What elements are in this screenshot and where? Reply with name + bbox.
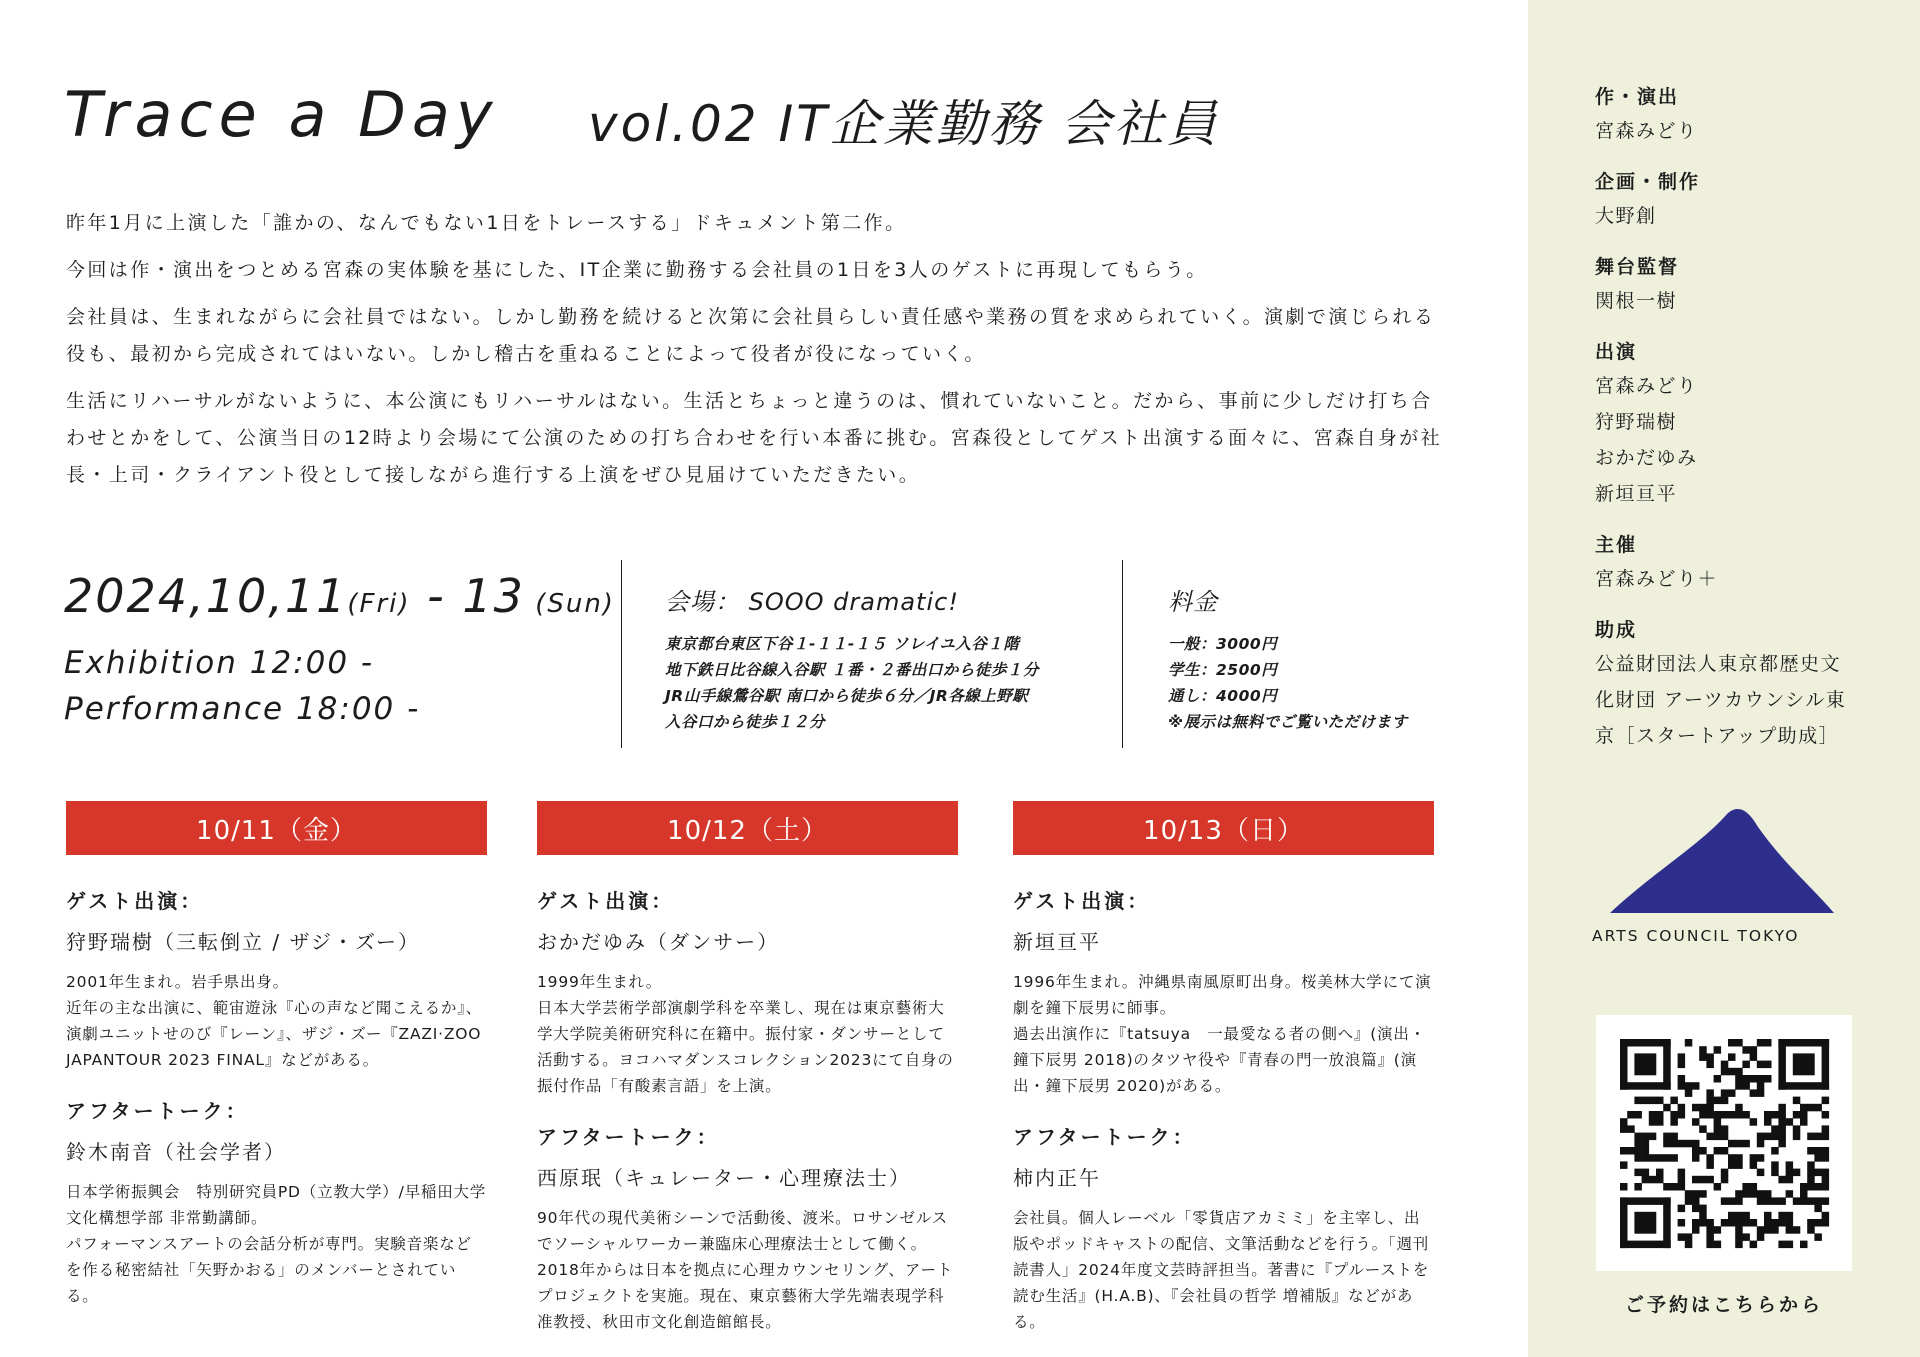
intro-paragraph: 会社員は、生まれながらに会社員ではない。しかし勤務を続けると次第に会社員らしい責任感や業務の質を求められていく。演劇で演じられる役も、最初から完成されてはいない。しかし稽古を重ねることによって役者が役になっていく。 <box>66 306 1436 365</box>
credit-value: 宮森みどり＋ <box>1595 568 1719 590</box>
credit-label: 舞台監督 <box>1595 256 1680 278</box>
credit-value: 狩野瑞樹 <box>1595 411 1678 433</box>
talk-label: アフタートーク： <box>537 1125 720 1149</box>
credit-label: 出演 <box>1595 341 1638 363</box>
day-header: 10/12（土） <box>537 801 958 855</box>
guest-name: おかだゆみ（ダンサー） <box>537 930 780 954</box>
performance-time: Performance 18:00 - <box>64 691 421 727</box>
fee-block <box>1168 582 1508 735</box>
credit-value: 大野創 <box>1595 205 1657 227</box>
divider <box>1122 560 1123 748</box>
intro-text <box>66 205 1446 504</box>
intro-paragraph: 生活にリハーサルがないように、本公演にもリハーサルはない。生活とちょっと違うのは、慣れていないこと。だから、事前に少しだけ打ち合わせとかをして、公演当日の12時より会場にて公演のための打ち合わせを行い本番に挑む。宮森役としてゲスト出演する面々に、宮森自身が社長・上司・クライアント役として接しながら進行する上演をぜひ見届けていただきたい。 <box>66 390 1443 486</box>
day-to: (Sun) <box>524 589 615 619</box>
guest-bio: 1999年生まれ。 日本大学芸術学部演劇学科を卒業し、現在は東京藝術大学大学院美術研究科に在籍中。振付家・ダンサーとして活動する。ヨコハマダンスコレクション2023にて自身の振付作品「有酸素言語」を上演。 <box>537 973 954 1095</box>
talk-bio: 日本学術振興会 特別研究員PD（立教大学）/早稲田大学文化構想学部 非常勤講師。 パフォーマンスアートの会話分析が専門。実験音楽などを作る秘密結社「矢野かおる」のメンバーとされている。 <box>66 1183 487 1305</box>
credit-value: 関根一樹 <box>1595 290 1678 312</box>
guest-label: ゲスト出演： <box>537 889 675 913</box>
day-from: (Fri) <box>347 589 411 619</box>
fee-line: 一般：3000円 <box>1168 635 1278 653</box>
venue-line: 東京都台東区下谷１-１１-１５ ソレイユ入谷１階 <box>665 635 1020 653</box>
day-header: 10/11（金） <box>66 801 487 855</box>
fee-note: ※展示は無料でご覧いただけます <box>1168 713 1408 731</box>
talk-bio: 90年代の現代美術シーンで活動後、渡米。ロサンゼルスでソーシャルワーカー兼臨床心理療法士として働く。2018年からは日本を拠点に心理カウンセリング、アートプロジェクトを実施。現在、東京藝術大学先端表現学科准教授、秋田市文化創造館館長。 <box>537 1209 954 1331</box>
venue-line: 地下鉄日比谷線入谷駅 １番・２番出口から徒歩１分 <box>665 661 1039 679</box>
credits-list <box>1595 82 1895 754</box>
credit-value: 宮森みどり <box>1595 375 1698 397</box>
credit-label: 企画・制作 <box>1595 171 1701 193</box>
day-column-1012 <box>537 801 958 1335</box>
venue-heading: 会場： SOOO dramatic! <box>665 588 959 616</box>
credit-value: 公益財団法人東京都歴史文化財団 アーツカウンシル東京［スタートアップ助成］ <box>1595 653 1847 747</box>
credit-label: 作・演出 <box>1595 86 1680 108</box>
arts-council-logo <box>1592 805 1872 945</box>
credit-value: 宮森みどり <box>1595 120 1698 142</box>
talk-bio: 会社員。個人レーベル「零貨店アカミミ」を主宰し、出版やポッドキャストの配信、文筆活動などを行う。「週刊読書人」2024年度文芸時評担当。著書に『プルーストを読む生活』(H.A.B)、『会社員の哲学 増補版』などがある。 <box>1013 1209 1430 1331</box>
credit-label: 主催 <box>1595 534 1638 556</box>
arts-council-mark-icon <box>1610 805 1836 915</box>
divider <box>621 560 622 748</box>
qr-code-icon[interactable] <box>1596 1015 1852 1271</box>
day-column-1013 <box>1013 801 1434 1335</box>
intro-paragraph: 今回は作・演出をつとめる宮森の実体験を基にした、IT企業に勤務する会社員の1日を3人のゲストに再現してもらう。 <box>66 259 1208 281</box>
date-main: 2024,10,11 <box>64 569 348 623</box>
guest-label: ゲスト出演： <box>1013 889 1151 913</box>
exhibition-time: Exhibition 12:00 - <box>64 645 375 681</box>
talk-name: 西原珉（キュレーター・心理療法士） <box>537 1166 911 1190</box>
guest-bio: 1996年生まれ。沖縄県南風原町出身。桜美林大学にて演劇を鐘下辰男に師事。 過去出演作に『tatsuya 一最愛なる者の側へ』(演出・鐘下辰男 2018)のタツヤ役や『青春の門一放浪篇』(演出・鐘下辰男 2020)がある。 <box>1013 973 1432 1095</box>
credit-value: おかだゆみ <box>1595 447 1698 469</box>
day-header: 10/13（日） <box>1013 801 1434 855</box>
guest-bio: 2001年生まれ。岩手県出身。 近年の主な出演に、範宙遊泳『心の声など聞こえるか』、演劇ユニットせのび『レーン』、ザジ・ズー『ZAZI·ZOO JAPANTOUR 2023 FINAL』などがある。 <box>66 973 483 1069</box>
day-column-1011 <box>66 801 487 1309</box>
schedule-block <box>64 568 615 732</box>
venue-line: 入谷口から徒歩１２分 <box>665 713 826 731</box>
reservation-qr-code[interactable] <box>1596 1015 1852 1271</box>
venue-line: JR山手線鶯谷駅 南口から徒歩６分／JR各線上野駅 <box>665 687 1029 705</box>
credit-label: 助成 <box>1595 619 1638 641</box>
intro-paragraph: 昨年1月に上演した「誰かの、なんでもない1日をトレースする」ドキュメント第二作。 <box>66 212 907 234</box>
talk-name: 柿内正午 <box>1013 1166 1101 1190</box>
talk-name: 鈴木南音（社会学者） <box>66 1140 286 1164</box>
event-date <box>64 568 615 632</box>
credit-value: 新垣亘平 <box>1595 483 1678 505</box>
talk-label: アフタートーク： <box>1013 1125 1196 1149</box>
fee-heading: 料金 <box>1168 588 1218 616</box>
talk-label: アフタートーク： <box>66 1099 249 1123</box>
logo-text: ARTS COUNCIL TOKYO <box>1592 927 1800 945</box>
guest-name: 新垣亘平 <box>1013 930 1101 954</box>
fee-line: 通し：4000円 <box>1168 687 1278 705</box>
qr-caption: ご予約はこちらから <box>1624 1294 1823 1316</box>
venue-block <box>665 582 1105 735</box>
guest-name: 狩野瑞樹（三転倒立 / ザジ・ズー） <box>66 930 421 954</box>
guest-label: ゲスト出演： <box>66 889 204 913</box>
fee-line: 学生：2500円 <box>1168 661 1278 679</box>
subtitle: vol.02 IT企業勤務 会社員 <box>588 95 1220 153</box>
date-dash: - 13 <box>410 569 525 623</box>
title: Trace a Day <box>64 78 499 151</box>
